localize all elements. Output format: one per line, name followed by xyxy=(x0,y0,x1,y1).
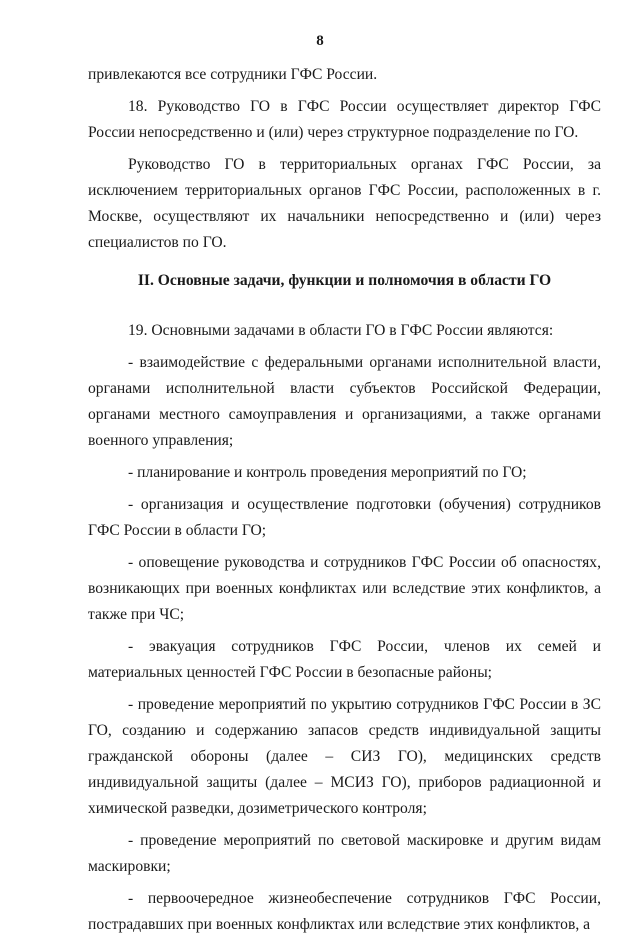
list-item-interaction: - взаимодействие с федеральными органами исполнительной власти, органами исполнительной власти субъектов Российской Федерации, органами местного самоуправления и организациями, а также органами военного управления; xyxy=(88,354,601,449)
list-item-alerting: - оповещение руководства и сотрудников ГФС России об опасностях, возникающих при военных конфликтах или вследствие этих конфликтов, а также при ЧС; xyxy=(88,554,601,623)
list-item-life-support: - первоочередное жизнеобеспечение сотрудников ГФС России, пострадавших при военных конфликтах или вследствие этих конфликтов, а xyxy=(88,890,601,933)
paragraph-item-18: 18. Руководство ГО в ГФС России осуществляет директор ГФС России непосредственно и (или) через структурное подразделение по ГО. xyxy=(88,98,601,141)
paragraph-continuation: привлекаются все сотрудники ГФС России. xyxy=(88,66,378,83)
paragraph-territorial-go: Руководство ГО в территориальных органах ГФС России, за исключением территориальных органов ГФС России, расположенных в г. Москве, осуществляют их начальники непосредственно и (или) через специалистов по ГО. xyxy=(88,156,601,251)
list-item-shelter: - проведение мероприятий по укрытию сотрудников ГФС России в ЗС ГО, созданию и содержанию запасов средств индивидуальной защиты гражданской обороны (далее – СИЗ ГО), медицинских средств индивидуальной защиты (далее – МСИЗ ГО), приборов радиационной и химической разведки, дозиметрического контроля; xyxy=(88,696,601,817)
list-item-masking: - проведение мероприятий по световой маскировке и другим видам маскировки; xyxy=(88,832,601,875)
section-heading: II. Основные задачи, функции и полномочия в области ГО xyxy=(137,272,552,289)
list-item-evacuation: - эвакуация сотрудников ГФС России, членов их семей и материальных ценностей ГФС России в безопасные районы; xyxy=(88,638,601,681)
list-item-training: - организация и осуществление подготовки (обучения) сотрудников ГФС России в области ГО; xyxy=(88,496,601,539)
page-number: 8 xyxy=(316,33,324,49)
paragraph-item-19: 19. Основными задачами в области ГО в ГФС России являются: xyxy=(128,322,554,339)
list-item-planning: - планирование и контроль проведения мероприятий по ГО; xyxy=(128,464,527,481)
document-body xyxy=(88,62,601,944)
